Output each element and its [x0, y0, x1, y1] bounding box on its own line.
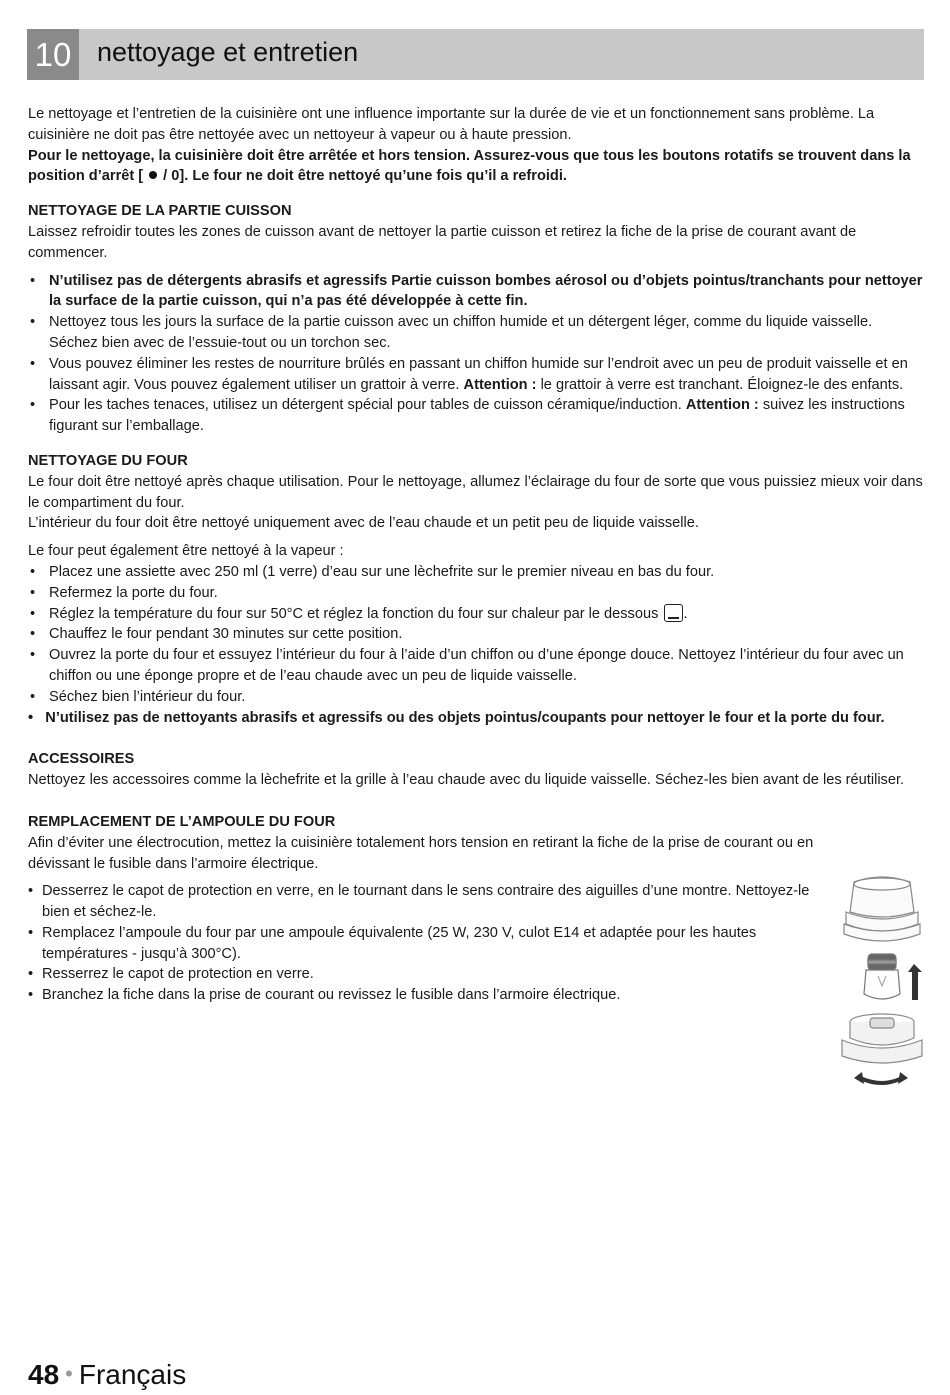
list-item: • Desserrez le capot de protection en verre, en le tournant dans le sens contraire des aiguilles d’une montre. Nettoyez-le bien et séchez-le. — [28, 881, 818, 923]
section-header — [27, 29, 924, 80]
oven-lamp-illustration — [836, 872, 928, 1096]
intro-warning-part1: Pour le nettoyage, la cuisinière doit être arrêtée et hors tension. Assurez-vous que tous les boutons rotatifs se trouvent dans la position d’arrêt [ — [28, 147, 911, 185]
list-item: • Nettoyez tous les jours la surface de la partie cuisson avec un chiffon humide et un détergent léger, comme du liquide vaisselle. Séchez bien avec de l’essuie-tout ou un torchon sec. — [28, 312, 924, 354]
off-position-dot-icon — [149, 171, 157, 179]
list-item: • Vous pouvez éliminer les restes de nourriture brûlés en passant un chiffon humide sur l’endroit avec un peu de produit vaisselle et en laissant agir. Vous pouvez également utiliser un grattoir à verre. Attention : le grattoir à verre est tranchant. Éloignez-le des enfants. — [28, 354, 924, 396]
intro-paragraph: Le nettoyage et l’entretien de la cuisinière ont une influence importante sur la durée de vie et un fonctionnement sans problème. La cuisinière ne doit pas être nettoyée avec un nettoyeur à vapeur ou à haute pression. — [28, 106, 875, 143]
list-item: • Refermez la porte du four. — [28, 583, 924, 604]
lamp-heading: REMPLACEMENT DE L’AMPOULE DU FOUR — [28, 813, 336, 830]
page-footer — [28, 1354, 186, 1395]
cooktop-list — [28, 271, 924, 437]
intro-warning-part2: / 0]. Le four ne doit être nettoyé qu’une fois qu’il a refroidi. — [163, 168, 567, 185]
section-number: 10 — [27, 29, 79, 80]
intro-warning — [28, 146, 924, 188]
list-item: • N’utilisez pas de détergents abrasifs et agressifs Partie cuisson bombes aérosol ou d’objets pointus/tranchants pour nettoyer la surface de la partie cuisson, qui n’a pas été développée à cette fin. — [28, 271, 924, 313]
lamp-section — [28, 812, 818, 1006]
lamp-list — [28, 881, 818, 1006]
section-title: nettoyage et entretien — [97, 37, 359, 67]
list-item: • Branchez la fiche dans la prise de courant ou revissez le fusible dans l’armoire électrique. — [28, 985, 818, 1006]
oven-paragraph-1: Le four doit être nettoyé après chaque utilisation. Pour le nettoyage, allumez l’éclairage du four de sorte que vous puissiez mieux voir dans le compartiment du four. — [28, 473, 923, 511]
page-content — [28, 104, 924, 1006]
list-item: • Ouvrez la porte du four et essuyez l’intérieur du four à l’aide d’un chiffon ou d’une éponge douce. Nettoyez l’intérieur du four avec un chiffon ou une éponge propre et de l’eau chaude avec un peu de liquide vaisselle. — [28, 645, 924, 687]
oven-heading: NETTOYAGE DU FOUR — [28, 452, 188, 469]
oven-warning: • N’utilisez pas de nettoyants abrasifs et agressifs ou des objets pointus/coupants pour nettoyer le four et la porte du four. — [28, 709, 885, 726]
lamp-intro: Afin d’éviter une électrocution, mettez la cuisinière totalement hors tension en retirant la fiche de la prise de courant ou en dévissant le fusible dans l’armoire électrique. — [28, 834, 814, 872]
footer-separator: • — [65, 1361, 73, 1386]
accessories-heading: ACCESSOIRES — [28, 751, 135, 768]
list-item: • Placez une assiette avec 250 ml (1 verre) d’eau sur une lèchefrite sur le premier niveau en bas du four. — [28, 562, 924, 583]
steam-list — [28, 562, 924, 708]
cooktop-intro: Laissez refroidir toutes les zones de cuisson avant de nettoyer la partie cuisson et retirez la fiche de la prise de courant avant de commencer. — [28, 223, 857, 261]
list-item: • Réglez la température du four sur 50°C et réglez la fonction du four sur chaleur par le dessous . — [28, 604, 924, 625]
list-item: • Remplacez l’ampoule du four par une ampoule équivalente (25 W, 230 V, culot E14 et adaptée pour les hautes températures - jusqu’à 300°C). — [28, 923, 818, 965]
steam-intro: Le four peut également être nettoyé à la vapeur : — [28, 543, 344, 560]
accessories-text: Nettoyez les accessoires comme la lèchefrite et la grille à l’eau chaude avec du liquide vaisselle. Séchez-les bien avant de les réutiliser. — [28, 772, 905, 789]
cooktop-heading: NETTOYAGE DE LA PARTIE CUISSON — [28, 203, 292, 220]
list-item: • Séchez bien l’intérieur du four. — [28, 687, 924, 708]
list-item: • Resserrez le capot de protection en verre. — [28, 964, 818, 985]
oven-paragraph-2: L’intérieur du four doit être nettoyé uniquement avec de l’eau chaude et un petit peu de liquide vaisselle. — [28, 515, 699, 532]
list-item: • Pour les taches tenaces, utilisez un détergent spécial pour tables de cuisson céramique/induction. Attention : suivez les instructions figurant sur l’emballage. — [28, 395, 924, 437]
list-item: • Chauffez le four pendant 30 minutes sur cette position. — [28, 624, 924, 645]
bottom-heat-icon — [664, 604, 683, 622]
page-number: 48 — [28, 1359, 60, 1390]
footer-language: Français — [78, 1359, 187, 1390]
